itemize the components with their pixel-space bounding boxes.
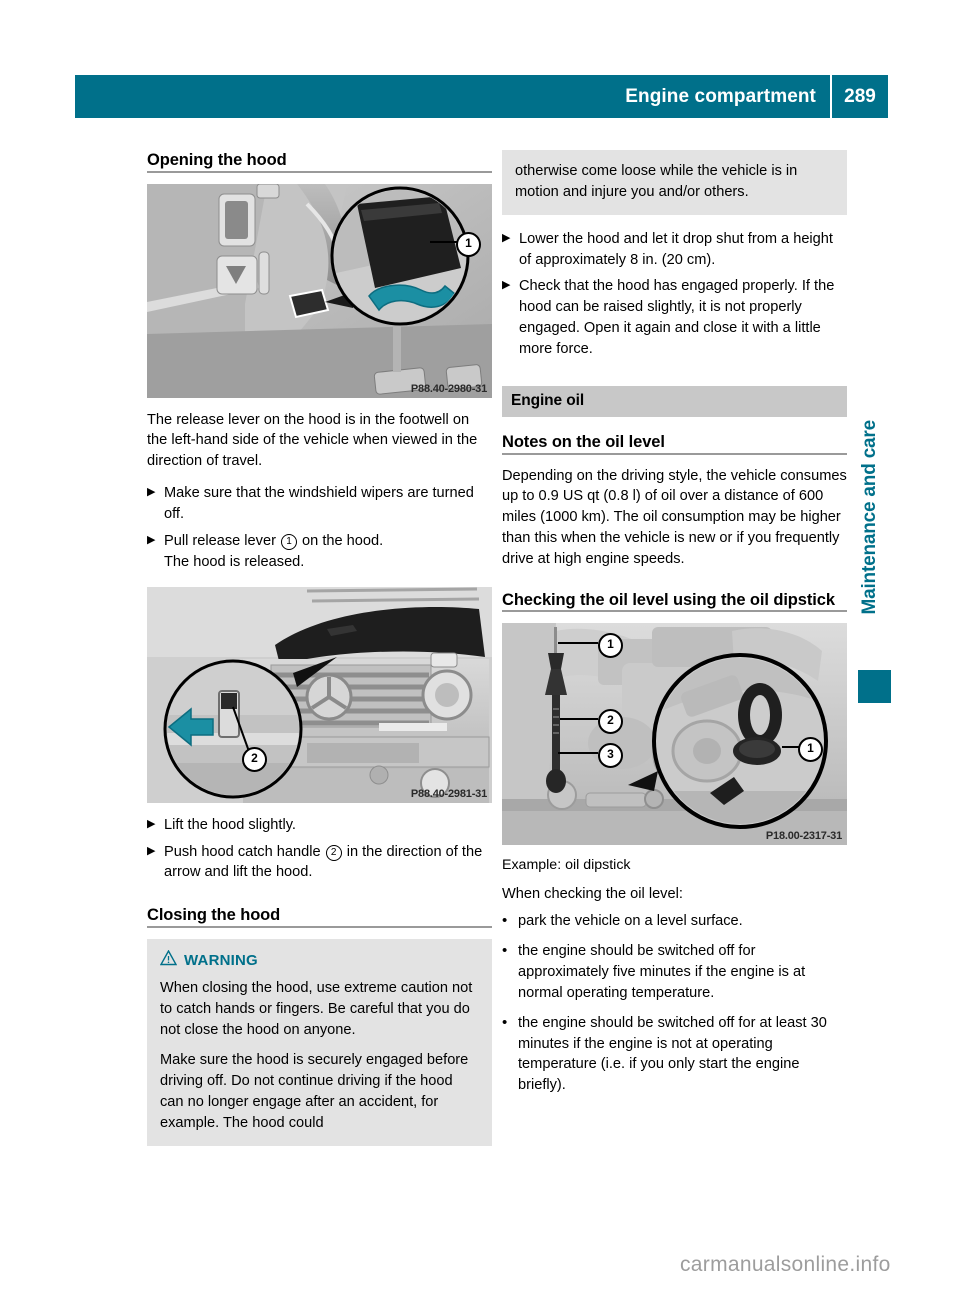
list-item <box>502 911 847 932</box>
figure-oil-dipstick-graphic <box>502 623 847 845</box>
page-title: Engine compartment <box>625 85 816 107</box>
step-arrow-icon: ▶ <box>502 279 511 292</box>
heading-notes-on-oil-level: Notes on the oil level <box>502 432 847 455</box>
side-tab <box>848 420 892 720</box>
heading-closing-the-hood: Closing the hood <box>147 905 492 928</box>
figure-callout-1: 1 <box>456 232 481 257</box>
steps-closing-list <box>502 229 847 360</box>
step-arrow-icon: ▶ <box>147 486 156 499</box>
list-item-text: the engine should be switched off for approximately five minutes if the engine is at normal operating temperature. <box>518 943 806 1001</box>
step-text-after: in the direction of the arrow and lift the hood. <box>164 843 483 881</box>
step-text: Make sure that the windshield wipers are turned off. <box>164 485 474 523</box>
warning-header <box>160 950 479 971</box>
list-item <box>502 941 847 1004</box>
warning-paragraph-1: When closing the hood, use extreme caution not to catch hands or fingers. Be careful that you do not close the hood on anyone. <box>160 979 473 1038</box>
bullet-icon: • <box>502 1013 508 1031</box>
step-item <box>147 531 492 573</box>
step-text <box>164 842 492 884</box>
callout-number-1: 1 <box>281 534 297 550</box>
footer-watermark: carmanualsonline.info <box>680 1253 891 1276</box>
warning-box <box>147 939 492 1146</box>
figure-reference-code: P88.40-2981-31 <box>410 787 487 800</box>
step-text: Lift the hood slightly. <box>164 816 296 833</box>
step-subtext: The hood is released. <box>164 553 305 570</box>
notes-paragraph: Depending on the driving style, the vehicle consumes up to 0.9 US qt (0.8 l) of oil over a distance of 600 miles (1000 km). The oil consumption may be higher than this when the vehicle is new or if you frequently drive at high engine speeds. <box>502 467 847 567</box>
step-arrow-icon: ▶ <box>502 231 511 244</box>
left-column <box>147 150 492 1158</box>
step-item <box>147 483 492 525</box>
figure-oil-dipstick <box>502 623 847 845</box>
figure-callout-1: 1 <box>598 633 623 658</box>
checking-intro: When checking the oil level: <box>502 886 683 903</box>
heading-checking-oil-level: Checking the oil level using the oil dipstick <box>502 590 847 613</box>
step-arrow-icon: ▶ <box>147 844 156 857</box>
page-number: 289 <box>844 85 876 107</box>
bullet-icon: • <box>502 912 508 930</box>
step-text: Check that the hood has engaged properly. If the hood can be raised slightly, it is not properly engaged. Open it again and close it with a little more force. <box>519 278 835 358</box>
list-item-text: the engine should be switched off for at least 30 minutes if the engine is not at operating temperature (i.e. if you only start the engine briefly). <box>518 1014 827 1094</box>
step-text-before: Push hood catch handle <box>164 843 325 860</box>
figure-reference-code: P88.40-2980-31 <box>410 382 487 395</box>
figure-callout-3: 3 <box>598 743 623 768</box>
section-band-engine-oil: Engine oil <box>502 386 847 417</box>
checking-bullet-list <box>502 911 847 1096</box>
figure-release-lever <box>147 184 492 398</box>
step-arrow-icon: ▶ <box>147 817 156 830</box>
step-arrow-icon: ▶ <box>147 533 156 546</box>
callout-number-2: 2 <box>326 845 342 861</box>
step-item <box>147 815 492 836</box>
right-column <box>502 150 847 1106</box>
warning-continuation-text: otherwise come loose while the vehicle is in motion and injure you and/or others. <box>515 163 798 200</box>
step-item <box>502 229 847 271</box>
figure-reference-code: P18.00-2317-31 <box>765 830 842 843</box>
step-text: Lower the hood and let it drop shut from a height of approximately 8 in. (20 cm). <box>519 230 833 268</box>
warning-paragraph-2: Make sure the hood is securely engaged before driving off. Do not continue driving if the hood can no longer engage after an accident, for example. The hood could <box>160 1052 469 1131</box>
steps-lift-hood-list <box>147 815 492 884</box>
steps-opening-list <box>147 483 492 572</box>
side-tab-marker <box>858 670 891 703</box>
figure-caption: Example: oil dipstick <box>502 857 631 874</box>
figure-hood-catch <box>147 587 492 803</box>
warning-triangle-icon <box>160 950 177 971</box>
step-text <box>164 531 492 552</box>
figure-callout-1-magnified: 1 <box>798 737 823 762</box>
step-item <box>502 276 847 359</box>
step-text-after: on the hood. <box>298 532 384 549</box>
list-item <box>502 1013 847 1096</box>
step-item <box>147 842 492 884</box>
heading-opening-the-hood: Opening the hood <box>147 150 492 173</box>
warning-label: WARNING <box>184 951 258 969</box>
intro-paragraph: The release lever on the hood is in the footwell on the left-hand side of the vehicle when viewed in the direction of travel. <box>147 411 478 470</box>
bullet-icon: • <box>502 942 508 960</box>
figure-callout-2: 2 <box>598 709 623 734</box>
figure-hood-catch-graphic <box>147 587 492 803</box>
list-item-text: park the vehicle on a level surface. <box>518 913 743 930</box>
side-tab-label: Maintenance and care <box>859 420 880 615</box>
figure-release-lever-graphic <box>147 184 492 398</box>
page-header-bar <box>75 75 888 118</box>
figure-callout-2: 2 <box>242 747 267 772</box>
warning-continuation-box <box>502 150 847 215</box>
step-text-before: Pull release lever <box>164 532 280 549</box>
